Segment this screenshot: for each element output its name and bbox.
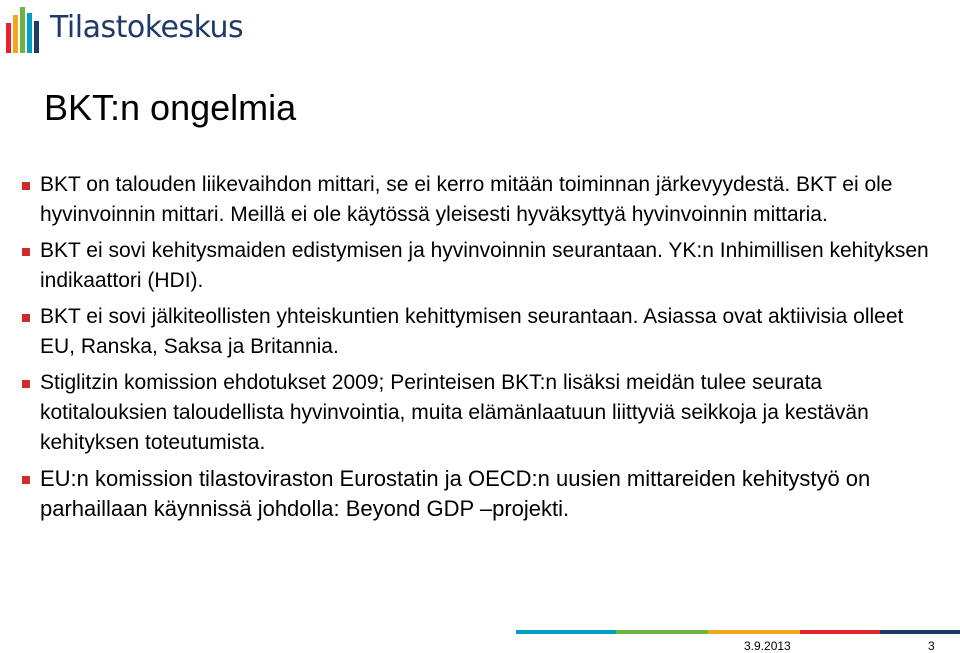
footer-bar-segment: [616, 630, 708, 634]
bullet-item: [20, 236, 940, 296]
tilastokeskus-logo: [4, 3, 243, 55]
footer-date: 3.9.2013: [744, 639, 791, 653]
square-bullet-icon: [22, 314, 30, 322]
bullet-text: EU:n komission tilastoviraston Eurostatin ja OECD:n uusien mittareiden kehitystyö on parhaillaan käynnissä johdolla: Beyond GDP –projekti.: [40, 466, 871, 521]
footer-color-bar: [516, 630, 960, 634]
tilastokeskus-logo-icon: [4, 3, 44, 55]
bullet-item: [20, 368, 940, 458]
footer-bar-segment: [800, 630, 880, 634]
bullet-item: [20, 464, 940, 524]
slide-title: BKT:n ongelmia: [44, 87, 297, 128]
square-bullet-icon: [22, 248, 30, 256]
footer-bar-segment: [880, 630, 960, 634]
footer-bar-segment: [516, 630, 616, 634]
square-bullet-icon: [22, 182, 30, 190]
bullet-list: [20, 170, 940, 530]
page-number: 3: [928, 639, 935, 653]
logo-wordmark: Tilastokeskus: [50, 10, 244, 45]
bullet-text: BKT on talouden liikevaihdon mittari, se ei kerro mitään toiminnan järkevyydestä. BKT ei ole hyvinvoinnin mittari. Meillä ei ole käytössä yleisesti hyväksyttyä hyvinvoinnin mittaria.: [40, 173, 893, 226]
bullet-item: [20, 302, 940, 362]
bullet-text: BKT ei sovi jälkiteollisten yhteiskuntien kehittymisen seurantaan. Asiassa ovat aktiivisia olleet EU, Ranska, Saksa ja Britannia.: [40, 305, 904, 358]
bullet-text: BKT ei sovi kehitysmaiden edistymisen ja hyvinvoinnin seurantaan. YK:n Inhimillisen kehityksen indikaattori (HDI).: [40, 239, 929, 292]
bullet-text: Stiglitzin komission ehdotukset 2009; Perinteisen BKT:n lisäksi meidän tulee seurata kotitalouksien taloudellista hyvinvointia, muita elämänlaatuun liittyviä seikkoja ja kestävän kehityksen toteutumista.: [40, 371, 869, 454]
square-bullet-icon: [22, 476, 30, 484]
bullet-item: [20, 170, 940, 230]
footer-bar-segment: [708, 630, 800, 634]
square-bullet-icon: [22, 380, 30, 388]
